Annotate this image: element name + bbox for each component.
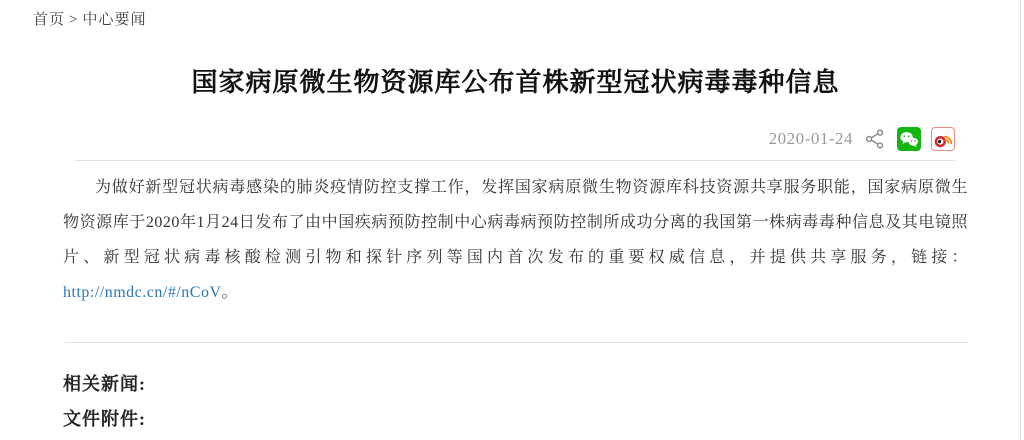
related-news-label: 相关新闻: — [63, 374, 146, 394]
breadcrumb-current: 中心要闻 — [82, 12, 147, 28]
breadcrumb-separator: > — [69, 12, 79, 28]
wechat-icon[interactable] — [897, 127, 921, 151]
page-title: 国家病原微生物资源库公布首株新型冠状病毒毒种信息 — [191, 68, 840, 97]
attachments-label: 文件附件: — [63, 409, 146, 429]
breadcrumb-home-link[interactable]: 首页 — [33, 12, 66, 28]
article-body — [63, 170, 968, 310]
breadcrumb — [33, 8, 147, 29]
article-meta-row — [769, 126, 955, 152]
ncov-link[interactable]: http://nmdc.cn/#/nCoV — [63, 284, 222, 301]
article-text-end: 。 — [221, 284, 239, 301]
article-text: 为做好新型冠状病毒感染的肺炎疫情防控支撑工作，发挥国家病原微生物资源库科技资源共享服务职能，国家病原微生物资源库于2020年1月24日发布了由中国疾病预防控制中心病毒病预防控制所成功分离的我国第一株病毒毒种信息及其电镜照片、新型冠状病毒核酸检测引物和探针序列等国内首次发布的重要权威信息，并提供共享服务，链接： — [63, 179, 968, 266]
divider-above-related — [65, 342, 968, 343]
publish-date: 2020-01-24 — [768, 129, 853, 148]
weibo-icon[interactable] — [931, 127, 955, 151]
share-icon[interactable] — [863, 127, 887, 151]
divider-under-meta — [75, 160, 955, 161]
page-right-border — [1020, 0, 1021, 440]
